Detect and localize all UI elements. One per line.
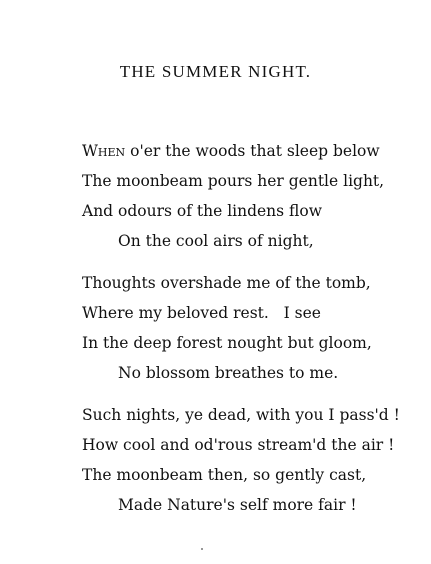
line-text: o'er the woods that sleep below bbox=[125, 142, 380, 160]
stanza-3-line-1: Such nights, ye dead, with you I pass'd ! bbox=[82, 406, 400, 424]
ink-speck bbox=[201, 548, 203, 550]
stanza-2-line-3: In the deep forest nought but gloom, bbox=[82, 334, 372, 352]
stanza-3-line-2: How cool and od'rous stream'd the air ! bbox=[82, 436, 395, 454]
drop-word: When bbox=[82, 142, 126, 160]
poem-title: THE SUMMER NIGHT. bbox=[119, 62, 312, 81]
stanza-1-line-2: The moonbeam pours her gentle light, bbox=[82, 172, 385, 190]
stanza-3-line-4: Made Nature's self more fair ! bbox=[118, 496, 357, 514]
stanza-1-line-3: And odours of the lindens flow bbox=[82, 202, 322, 220]
stanza-2-line-4: No blossom breathes to me. bbox=[118, 364, 339, 382]
stanza-2-line-2: Where my beloved rest. I see bbox=[82, 304, 321, 322]
stanza-1-line-4: On the cool airs of night, bbox=[118, 232, 314, 250]
stanza-1-line-1 bbox=[82, 141, 380, 161]
stanza-3-line-3: The moonbeam then, so gently cast, bbox=[82, 466, 367, 484]
stanza-2-line-1: Thoughts overshade me of the tomb, bbox=[82, 274, 371, 292]
